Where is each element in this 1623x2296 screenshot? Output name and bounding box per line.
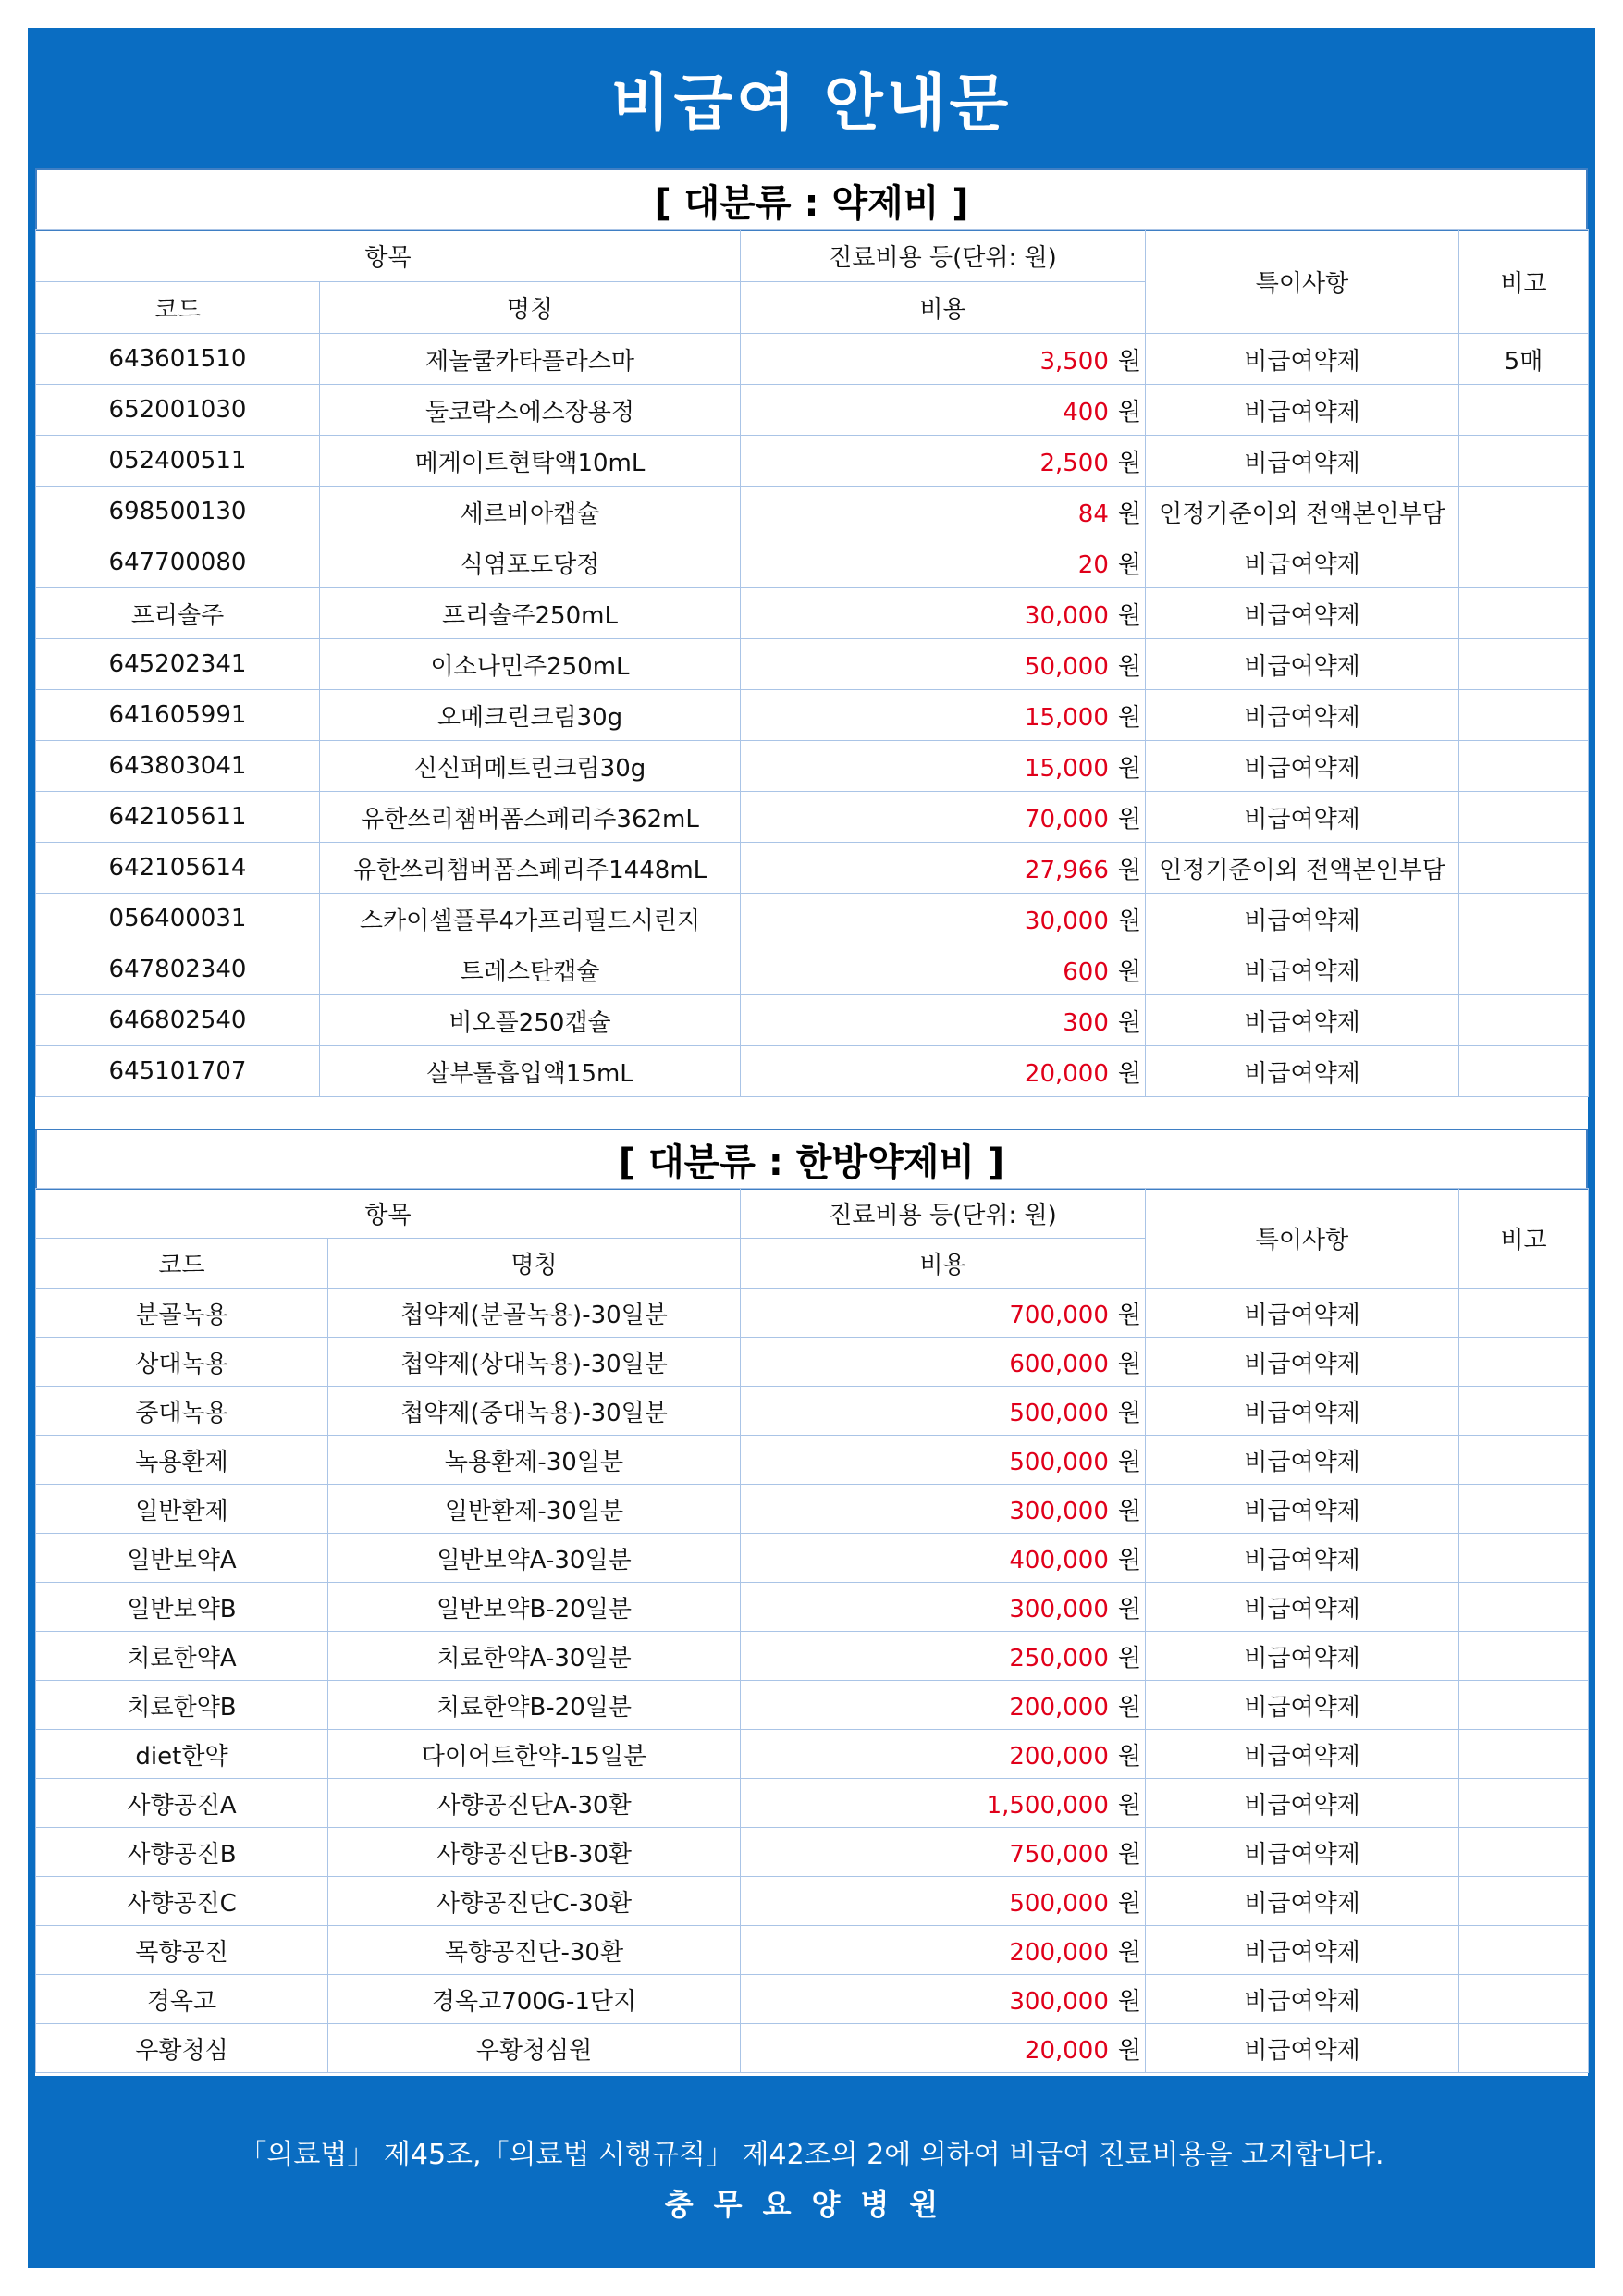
currency-unit: 원 — [1117, 1840, 1142, 1869]
cell-cost — [741, 1730, 1146, 1779]
cost-value: 700,000 — [1009, 1301, 1109, 1329]
cell-note: 비급여약제 — [1146, 1926, 1459, 1975]
cell-code: 643601510 — [36, 334, 320, 385]
cell-remark — [1459, 995, 1589, 1046]
cell-code: 상대녹용 — [36, 1338, 328, 1387]
cell-code: 652001030 — [36, 385, 320, 436]
table-row — [36, 1485, 1589, 1534]
cell-name: 살부톨흡입액15mL — [320, 1046, 741, 1097]
cell-cost — [741, 944, 1146, 995]
cell-remark — [1459, 1779, 1589, 1828]
cost-value: 600,000 — [1009, 1350, 1109, 1378]
currency-unit: 원 — [1117, 703, 1142, 732]
cost-value: 750,000 — [1009, 1840, 1109, 1869]
cost-value: 250,000 — [1009, 1644, 1109, 1673]
table-row — [36, 1828, 1589, 1877]
cell-name: 비오플250캡슐 — [320, 995, 741, 1046]
cell-note: 비급여약제 — [1146, 1877, 1459, 1926]
cost-value: 300,000 — [1009, 1497, 1109, 1525]
cell-note: 비급여약제 — [1146, 1975, 1459, 2024]
cost-value: 30,000 — [1024, 601, 1109, 630]
cell-cost — [741, 1289, 1146, 1338]
cell-note: 비급여약제 — [1146, 1828, 1459, 1877]
currency-unit: 원 — [1117, 957, 1142, 986]
legal-notice: 「의료법」 제45조,「의료법 시행규칙」 제42조의 2에 의하여 비급여 진료비용을 고지합니다. — [239, 2139, 1384, 2171]
cell-remark — [1459, 385, 1589, 436]
table-row — [36, 1046, 1589, 1097]
cell-code: 641605991 — [36, 690, 320, 741]
cell-code: 치료한약B — [36, 1681, 328, 1730]
cell-name: 제놀쿨카타플라스마 — [320, 334, 741, 385]
table-row — [36, 1338, 1589, 1387]
currency-unit: 원 — [1117, 1742, 1142, 1771]
cell-cost — [741, 1387, 1146, 1436]
cell-remark — [1459, 741, 1589, 792]
cell-name: 사향공진단B-30환 — [328, 1828, 741, 1877]
cell-remark — [1459, 537, 1589, 588]
cell-name: 다이어트한약-15일분 — [328, 1730, 741, 1779]
cell-note: 비급여약제 — [1146, 1632, 1459, 1681]
cost-value: 500,000 — [1009, 1889, 1109, 1918]
header-cost-group: 진료비용 등(단위: 원) — [741, 1189, 1146, 1239]
cell-note: 비급여약제 — [1146, 792, 1459, 843]
currency-unit: 원 — [1117, 1301, 1142, 1329]
cell-name: 사향공진단C-30환 — [328, 1877, 741, 1926]
cell-name: 첩약제(분골녹용)-30일분 — [328, 1289, 741, 1338]
cell-note: 비급여약제 — [1146, 334, 1459, 385]
cell-name: 치료한약B-20일분 — [328, 1681, 741, 1730]
cell-cost — [741, 1926, 1146, 1975]
cost-value: 500,000 — [1009, 1399, 1109, 1427]
cell-remark: 5매 — [1459, 334, 1589, 385]
currency-unit: 원 — [1117, 1693, 1142, 1722]
cell-remark — [1459, 1975, 1589, 2024]
currency-unit: 원 — [1117, 754, 1142, 783]
drug-fee-table — [35, 229, 1589, 1097]
cost-value: 200,000 — [1009, 1742, 1109, 1771]
table-row — [36, 894, 1589, 944]
table-row — [36, 385, 1589, 436]
cell-note: 인정기준이외 전액본인부담 — [1146, 843, 1459, 894]
cell-name: 경옥고700G-1단지 — [328, 1975, 741, 2024]
cell-code: 645101707 — [36, 1046, 320, 1097]
cell-remark — [1459, 1289, 1589, 1338]
cell-remark — [1459, 1387, 1589, 1436]
cell-note: 비급여약제 — [1146, 1534, 1459, 1583]
cell-code: 분골녹용 — [36, 1289, 328, 1338]
cell-code: 치료한약A — [36, 1632, 328, 1681]
table-row — [36, 1583, 1589, 1632]
table-row — [36, 1289, 1589, 1338]
cell-remark — [1459, 1583, 1589, 1632]
cell-name: 신신퍼메트린크림30g — [320, 741, 741, 792]
cell-remark — [1459, 1485, 1589, 1534]
currency-unit: 원 — [1117, 856, 1142, 884]
cell-code: 프리솔주 — [36, 588, 320, 639]
currency-unit: 원 — [1117, 652, 1142, 681]
header-note: 특이사항 — [1146, 1189, 1459, 1289]
cell-note: 비급여약제 — [1146, 1436, 1459, 1485]
header-item: 항목 — [36, 1189, 741, 1239]
cell-code: 중대녹용 — [36, 1387, 328, 1436]
cell-cost — [741, 487, 1146, 537]
cell-name: 오메크린크림30g — [320, 690, 741, 741]
cell-code: 698500130 — [36, 487, 320, 537]
cell-code: diet한약 — [36, 1730, 328, 1779]
cost-value: 400 — [1063, 398, 1109, 426]
header-remark: 비고 — [1459, 230, 1589, 334]
cell-remark — [1459, 436, 1589, 487]
cell-name: 트레스탄캡슐 — [320, 944, 741, 995]
cell-note: 비급여약제 — [1146, 1779, 1459, 1828]
cell-remark — [1459, 1338, 1589, 1387]
header-name: 명칭 — [320, 282, 741, 334]
currency-unit: 원 — [1117, 398, 1142, 426]
cost-value: 600 — [1063, 957, 1109, 986]
table-row — [36, 639, 1589, 690]
currency-unit: 원 — [1117, 1644, 1142, 1673]
table-row — [36, 944, 1589, 995]
cell-cost — [741, 1046, 1146, 1097]
cell-name: 일반환제-30일분 — [328, 1485, 741, 1534]
cell-note: 비급여약제 — [1146, 1338, 1459, 1387]
cell-code: 647700080 — [36, 537, 320, 588]
currency-unit: 원 — [1117, 1938, 1142, 1967]
currency-unit: 원 — [1117, 1791, 1142, 1820]
cell-code: 646802540 — [36, 995, 320, 1046]
cell-name: 식염포도당정 — [320, 537, 741, 588]
cell-note: 비급여약제 — [1146, 1583, 1459, 1632]
cell-code: 642105614 — [36, 843, 320, 894]
cell-remark — [1459, 1681, 1589, 1730]
currency-unit: 원 — [1117, 449, 1142, 477]
table-row — [36, 588, 1589, 639]
cell-code: 일반보약A — [36, 1534, 328, 1583]
cell-remark — [1459, 1436, 1589, 1485]
cost-value: 84 — [1077, 500, 1109, 528]
cell-name: 일반보약A-30일분 — [328, 1534, 741, 1583]
cell-code: 목향공진 — [36, 1926, 328, 1975]
cell-remark — [1459, 1046, 1589, 1097]
cell-note: 비급여약제 — [1146, 537, 1459, 588]
cell-code: 643803041 — [36, 741, 320, 792]
currency-unit: 원 — [1117, 1546, 1142, 1574]
content-area — [35, 168, 1588, 2076]
cell-note: 비급여약제 — [1146, 894, 1459, 944]
cell-cost — [741, 588, 1146, 639]
cell-code: 056400031 — [36, 894, 320, 944]
cell-remark — [1459, 1877, 1589, 1926]
currency-unit: 원 — [1117, 1448, 1142, 1476]
currency-unit: 원 — [1117, 601, 1142, 630]
cell-note: 비급여약제 — [1146, 2024, 1459, 2073]
currency-unit: 원 — [1117, 1889, 1142, 1918]
currency-unit: 원 — [1117, 500, 1142, 528]
cell-cost — [741, 1338, 1146, 1387]
cell-code: 647802340 — [36, 944, 320, 995]
cell-cost — [741, 1632, 1146, 1681]
cell-code: 우황청심 — [36, 2024, 328, 2073]
cell-note: 비급여약제 — [1146, 385, 1459, 436]
header-cost-group: 진료비용 등(단위: 원) — [741, 230, 1146, 282]
cell-name: 목향공진단-30환 — [328, 1926, 741, 1975]
cell-note: 비급여약제 — [1146, 588, 1459, 639]
cell-cost — [741, 741, 1146, 792]
cell-remark — [1459, 1632, 1589, 1681]
table-row — [36, 1436, 1589, 1485]
cell-remark — [1459, 1730, 1589, 1779]
table-row — [36, 1877, 1589, 1926]
notice-frame — [28, 28, 1595, 2268]
cell-cost — [741, 1975, 1146, 2024]
cell-code: 경옥고 — [36, 1975, 328, 2024]
cell-name: 둘코락스에스장용정 — [320, 385, 741, 436]
currency-unit: 원 — [1117, 1595, 1142, 1623]
table-row — [36, 537, 1589, 588]
cost-value: 15,000 — [1024, 754, 1109, 783]
cell-name: 세르비아캡슐 — [320, 487, 741, 537]
table-row — [36, 1387, 1589, 1436]
cell-cost — [741, 1779, 1146, 1828]
cell-name: 사향공진단A-30환 — [328, 1779, 741, 1828]
cell-remark — [1459, 639, 1589, 690]
table-row — [36, 690, 1589, 741]
cell-remark — [1459, 2024, 1589, 2073]
cost-value: 200,000 — [1009, 1938, 1109, 1967]
currency-unit: 원 — [1117, 1059, 1142, 1088]
cell-code: 일반보약B — [36, 1583, 328, 1632]
cell-cost — [741, 1583, 1146, 1632]
cost-value: 500,000 — [1009, 1448, 1109, 1476]
cell-code: 052400511 — [36, 436, 320, 487]
header-cost: 비용 — [741, 282, 1146, 334]
cell-name: 일반보약B-20일분 — [328, 1583, 741, 1632]
cell-cost — [741, 995, 1146, 1046]
cell-name: 우황청심원 — [328, 2024, 741, 2073]
cell-remark — [1459, 894, 1589, 944]
cell-code: 일반환제 — [36, 1485, 328, 1534]
cell-note: 비급여약제 — [1146, 436, 1459, 487]
table-row — [36, 1975, 1589, 2024]
herbal-drug-fee-table — [35, 1188, 1589, 2073]
section1-heading: [ 대분류 : 약제비 ] — [35, 168, 1588, 231]
cost-value: 70,000 — [1024, 805, 1109, 833]
currency-unit: 원 — [1117, 805, 1142, 833]
cell-code: 사향공진B — [36, 1828, 328, 1877]
cost-value: 30,000 — [1024, 907, 1109, 935]
cell-name: 첩약제(상대녹용)-30일분 — [328, 1338, 741, 1387]
currency-unit: 원 — [1117, 347, 1142, 376]
cell-code: 사향공진A — [36, 1779, 328, 1828]
cell-name: 프리솔주250mL — [320, 588, 741, 639]
cell-cost — [741, 690, 1146, 741]
cell-cost — [741, 436, 1146, 487]
cell-note: 비급여약제 — [1146, 995, 1459, 1046]
cell-name: 치료한약A-30일분 — [328, 1632, 741, 1681]
cell-note: 비급여약제 — [1146, 1289, 1459, 1338]
cell-cost — [741, 1436, 1146, 1485]
cost-value: 20,000 — [1024, 1059, 1109, 1088]
cell-cost — [741, 894, 1146, 944]
cost-value: 300 — [1063, 1008, 1109, 1037]
table-row — [36, 843, 1589, 894]
table-row — [36, 1926, 1589, 1975]
cost-value: 15,000 — [1024, 703, 1109, 732]
currency-unit: 원 — [1117, 550, 1142, 579]
cell-name: 녹용환제-30일분 — [328, 1436, 741, 1485]
currency-unit: 원 — [1117, 2036, 1142, 2065]
currency-unit: 원 — [1117, 1987, 1142, 2016]
cell-code: 녹용환제 — [36, 1436, 328, 1485]
header-remark: 비고 — [1459, 1189, 1589, 1289]
currency-unit: 원 — [1117, 1350, 1142, 1378]
cell-name: 유한쓰리챔버폼스페리주1448mL — [320, 843, 741, 894]
cell-note: 비급여약제 — [1146, 944, 1459, 995]
cell-remark — [1459, 588, 1589, 639]
cell-note: 비급여약제 — [1146, 1046, 1459, 1097]
page-title: 비급여 안내문 — [610, 67, 1013, 139]
cell-remark — [1459, 843, 1589, 894]
cell-name: 이소나민주250mL — [320, 639, 741, 690]
cost-value: 300,000 — [1009, 1595, 1109, 1623]
cell-cost — [741, 639, 1146, 690]
cost-value: 3,500 — [1039, 347, 1109, 376]
table-row — [36, 792, 1589, 843]
cost-value: 400,000 — [1009, 1546, 1109, 1574]
header-cost: 비용 — [741, 1239, 1146, 1289]
hospital-name: 충무요양병원 — [664, 2187, 959, 2222]
cell-cost — [741, 1877, 1146, 1926]
cell-cost — [741, 1534, 1146, 1583]
currency-unit: 원 — [1117, 907, 1142, 935]
cell-remark — [1459, 792, 1589, 843]
table-row — [36, 2024, 1589, 2073]
cost-value: 300,000 — [1009, 1987, 1109, 2016]
table-row — [36, 1730, 1589, 1779]
table-row — [36, 1632, 1589, 1681]
section2-heading: [ 대분류 : 한방약제비 ] — [35, 1129, 1588, 1190]
cell-remark — [1459, 1534, 1589, 1583]
cost-value: 2,500 — [1039, 449, 1109, 477]
cell-note: 비급여약제 — [1146, 1730, 1459, 1779]
header-note: 특이사항 — [1146, 230, 1459, 334]
table-row — [36, 436, 1589, 487]
cell-name: 메게이트현탁액10mL — [320, 436, 741, 487]
cell-note: 비급여약제 — [1146, 741, 1459, 792]
cell-code: 사향공진C — [36, 1877, 328, 1926]
cell-cost — [741, 1485, 1146, 1534]
cell-name: 스카이셀플루4가프리필드시린지 — [320, 894, 741, 944]
footer — [28, 2076, 1595, 2268]
cost-value: 1,500,000 — [986, 1791, 1109, 1820]
table-row — [36, 995, 1589, 1046]
table-row — [36, 1681, 1589, 1730]
cell-cost — [741, 537, 1146, 588]
header-code: 코드 — [36, 282, 320, 334]
header-item: 항목 — [36, 230, 741, 282]
cost-value: 200,000 — [1009, 1693, 1109, 1722]
cell-note: 비급여약제 — [1146, 1387, 1459, 1436]
cell-cost — [741, 843, 1146, 894]
table-row — [36, 1779, 1589, 1828]
cell-remark — [1459, 487, 1589, 537]
cell-code: 642105611 — [36, 792, 320, 843]
currency-unit: 원 — [1117, 1008, 1142, 1037]
cell-note: 비급여약제 — [1146, 1485, 1459, 1534]
cell-code: 645202341 — [36, 639, 320, 690]
cell-note: 인정기준이외 전액본인부담 — [1146, 487, 1459, 537]
table-row — [36, 741, 1589, 792]
header-name: 명칭 — [328, 1239, 741, 1289]
table-row — [36, 487, 1589, 537]
cell-cost — [741, 2024, 1146, 2073]
cell-cost — [741, 1828, 1146, 1877]
cell-note: 비급여약제 — [1146, 1681, 1459, 1730]
cost-value: 27,966 — [1024, 856, 1109, 884]
cell-remark — [1459, 690, 1589, 741]
cost-value: 20 — [1077, 550, 1109, 579]
currency-unit: 원 — [1117, 1399, 1142, 1427]
cell-note: 비급여약제 — [1146, 690, 1459, 741]
cost-value: 50,000 — [1024, 652, 1109, 681]
currency-unit: 원 — [1117, 1497, 1142, 1525]
cell-cost — [741, 385, 1146, 436]
cell-remark — [1459, 1828, 1589, 1877]
cost-value: 20,000 — [1024, 2036, 1109, 2065]
cell-cost — [741, 792, 1146, 843]
cell-cost — [741, 1681, 1146, 1730]
cell-cost — [741, 334, 1146, 385]
table-row — [36, 1534, 1589, 1583]
header-code: 코드 — [36, 1239, 328, 1289]
cell-name: 첩약제(중대녹용)-30일분 — [328, 1387, 741, 1436]
cell-remark — [1459, 1926, 1589, 1975]
table-row — [36, 334, 1589, 385]
cell-name: 유한쓰리챔버폼스페리주362mL — [320, 792, 741, 843]
cell-remark — [1459, 944, 1589, 995]
cell-note: 비급여약제 — [1146, 639, 1459, 690]
